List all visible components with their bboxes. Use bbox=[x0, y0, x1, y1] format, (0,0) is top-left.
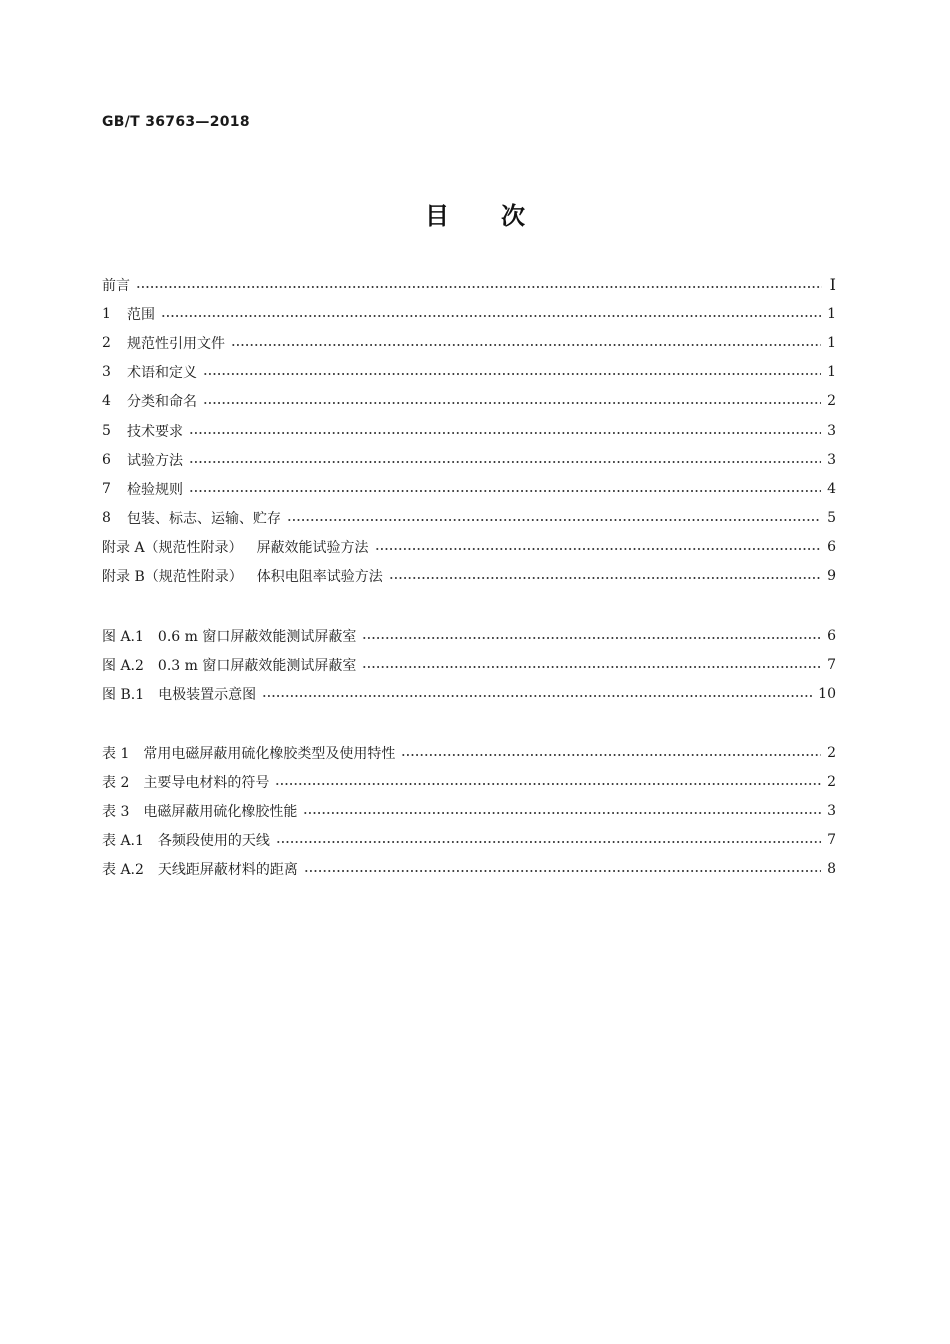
toc-label: 前言 bbox=[102, 277, 130, 294]
toc-entry-classification[interactable] bbox=[102, 387, 836, 416]
toc-label-title: 体积电阻率试验方法 bbox=[256, 569, 383, 586]
dot-leader bbox=[231, 344, 821, 346]
table-title: 电磁屏蔽用硫化橡胶性能 bbox=[143, 803, 298, 820]
figure-label: 图 B.1 bbox=[102, 686, 145, 703]
toc-number: 7 bbox=[102, 480, 111, 497]
dot-leader bbox=[276, 841, 821, 843]
figure-title: 0.3 m 窗口屏蔽效能测试屏蔽室 bbox=[157, 657, 357, 674]
dot-leader bbox=[262, 695, 812, 697]
toc-entry-packaging[interactable] bbox=[102, 504, 836, 533]
table-entry-2[interactable] bbox=[102, 767, 836, 796]
dot-leader bbox=[203, 402, 821, 404]
toc-figures bbox=[102, 621, 836, 709]
toc-tables bbox=[102, 738, 836, 884]
toc-entry-annex-a[interactable] bbox=[102, 533, 836, 562]
toc-number: 8 bbox=[102, 510, 111, 527]
toc-page-number: 5 bbox=[827, 510, 836, 527]
toc-page-number: 8 bbox=[827, 861, 836, 878]
toc-entry-inspection-rules[interactable] bbox=[102, 474, 836, 503]
toc-page-number: 7 bbox=[827, 832, 836, 849]
toc-entry-annex-b[interactable] bbox=[102, 562, 836, 591]
figure-title: 电极装置示意图 bbox=[158, 686, 257, 703]
toc-page-number: 3 bbox=[827, 451, 836, 468]
table-label: 表 1 bbox=[102, 745, 130, 762]
toc-label: 范围 bbox=[127, 306, 155, 323]
dot-leader bbox=[287, 519, 821, 521]
toc-page-number: Ⅰ bbox=[829, 275, 836, 295]
toc-label: 附录 A（规范性附录） bbox=[102, 540, 243, 557]
table-label: 表 A.2 bbox=[102, 862, 144, 879]
toc-page-number: 6 bbox=[827, 539, 836, 556]
table-title: 常用电磁屏蔽用硫化橡胶类型及使用特性 bbox=[143, 745, 396, 762]
table-entry-3[interactable] bbox=[102, 796, 836, 825]
toc-label-title: 屏蔽效能试验方法 bbox=[256, 540, 369, 557]
figure-entry-a1[interactable] bbox=[102, 621, 836, 650]
toc-page-number: 1 bbox=[827, 364, 836, 381]
toc-number: 5 bbox=[102, 422, 111, 439]
toc-number: 3 bbox=[102, 364, 111, 381]
toc-entry-normative-references[interactable] bbox=[102, 328, 836, 357]
figure-entry-b1[interactable] bbox=[102, 679, 836, 708]
table-entry-a2[interactable] bbox=[102, 855, 836, 884]
toc-page-number: 4 bbox=[827, 480, 836, 497]
toc-number: 2 bbox=[102, 334, 111, 351]
table-label: 表 2 bbox=[102, 774, 130, 791]
table-title: 各频段使用的天线 bbox=[157, 833, 270, 850]
figure-entry-a2[interactable] bbox=[102, 650, 836, 679]
toc-page-number: 3 bbox=[827, 422, 836, 439]
toc-page-number: 2 bbox=[827, 773, 836, 790]
dot-leader bbox=[401, 754, 821, 756]
toc-page-number: 7 bbox=[827, 656, 836, 673]
dot-leader bbox=[362, 637, 821, 639]
figure-label: 图 A.1 bbox=[102, 628, 144, 645]
toc-label: 规范性引用文件 bbox=[127, 335, 225, 352]
toc-label: 附录 B（规范性附录） bbox=[102, 569, 243, 586]
toc-main bbox=[102, 270, 836, 591]
toc-entry-foreword[interactable] bbox=[102, 270, 836, 299]
toc-page-number: 1 bbox=[827, 305, 836, 322]
dot-leader bbox=[161, 315, 821, 317]
standard-code: GB/T 36763—2018 bbox=[102, 114, 250, 130]
dot-leader bbox=[375, 548, 822, 550]
table-label: 表 3 bbox=[102, 803, 130, 820]
toc-page-number: 6 bbox=[827, 627, 836, 644]
dot-leader bbox=[275, 783, 821, 785]
toc-page-number: 2 bbox=[827, 393, 836, 410]
dot-leader bbox=[362, 666, 821, 668]
table-entry-a1[interactable] bbox=[102, 826, 836, 855]
toc-label: 检验规则 bbox=[127, 481, 183, 498]
dot-leader bbox=[389, 577, 821, 579]
figure-label: 图 A.2 bbox=[102, 657, 144, 674]
toc-entry-scope[interactable] bbox=[102, 299, 836, 328]
toc-label: 包装、标志、运输、贮存 bbox=[127, 511, 281, 528]
toc-label: 术语和定义 bbox=[127, 365, 197, 382]
dot-leader bbox=[189, 432, 821, 434]
table-title: 天线距屏蔽材料的距离 bbox=[157, 862, 298, 879]
toc-page-number: 3 bbox=[827, 802, 836, 819]
dot-leader bbox=[303, 812, 821, 814]
toc-entry-test-methods[interactable] bbox=[102, 445, 836, 474]
toc-entry-terms-definitions[interactable] bbox=[102, 358, 836, 387]
toc-entry-requirements[interactable] bbox=[102, 416, 836, 445]
dot-leader bbox=[189, 490, 821, 492]
toc-page-number: 9 bbox=[827, 568, 836, 585]
toc-page-number: 1 bbox=[827, 334, 836, 351]
toc-label: 分类和命名 bbox=[127, 394, 197, 411]
toc-number: 6 bbox=[102, 451, 111, 468]
dot-leader bbox=[136, 286, 822, 288]
dot-leader bbox=[203, 373, 821, 375]
toc-number: 4 bbox=[102, 393, 111, 410]
dot-leader bbox=[189, 461, 821, 463]
figure-title: 0.6 m 窗口屏蔽效能测试屏蔽室 bbox=[157, 628, 357, 645]
toc-number: 1 bbox=[102, 305, 111, 322]
toc-label: 试验方法 bbox=[127, 452, 183, 469]
table-title: 主要导电材料的符号 bbox=[143, 774, 270, 791]
toc-label: 技术要求 bbox=[127, 423, 183, 440]
toc-page-number: 10 bbox=[818, 685, 836, 702]
dot-leader bbox=[304, 870, 821, 872]
table-label: 表 A.1 bbox=[102, 833, 144, 850]
table-entry-1[interactable] bbox=[102, 738, 836, 767]
page-title: 目次 bbox=[425, 202, 577, 230]
toc-page-number: 2 bbox=[827, 744, 836, 761]
